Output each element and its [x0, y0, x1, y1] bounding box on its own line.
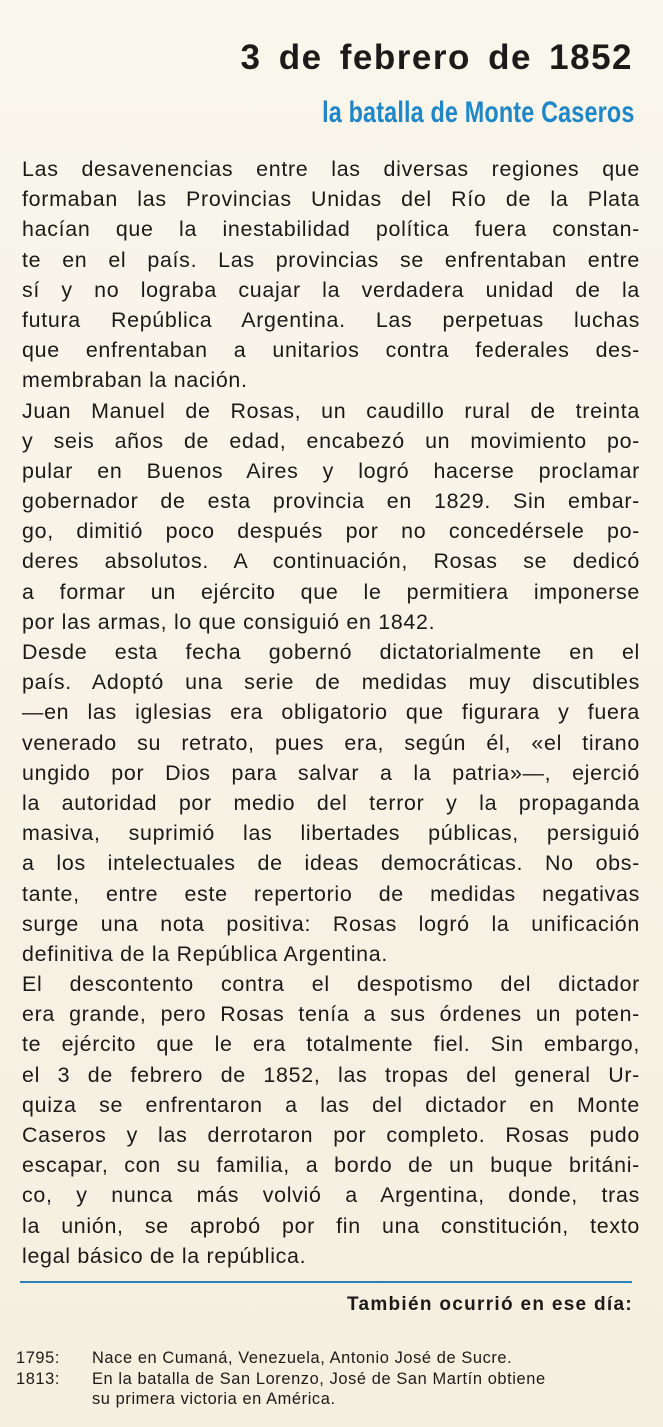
body-line: quiza se enfrentaron a las del dictador en Monte: [22, 1092, 640, 1117]
article-body: [22, 154, 640, 1271]
list-item: [16, 1348, 636, 1368]
body-line: el 3 de febrero de 1852, las tropas del general Ur-: [22, 1062, 640, 1087]
body-line: legal básico de la república.: [22, 1243, 307, 1268]
body-line: Caseros y las derrotaron por completo. Rosas pudo: [22, 1123, 640, 1147]
body-line: ungido por Dios para salvar a la patria»—, ejerció: [22, 760, 640, 785]
events-list: [16, 1348, 636, 1410]
body-line: a formar un ejército que le permitiera imponerse: [22, 579, 640, 604]
date-title: 3 de febrero de 1852: [240, 38, 633, 77]
body-line: Juan Manuel de Rosas, un caudillo rural de treinta: [22, 398, 640, 423]
body-line: la autoridad por medio del terror y la propaganda: [22, 790, 640, 815]
body-line: era grande, pero Rosas tenía a sus órdenes un poten-: [22, 1002, 640, 1027]
body-line: venerado su retrato, pues era, según él, «el tirano: [22, 730, 640, 755]
body-line: membraban la nación.: [22, 368, 248, 393]
event-line: En la batalla de San Lorenzo, José de San Martín obtiene: [92, 1370, 546, 1388]
body-line: futura República Argentina. Las perpetuas luchas: [22, 307, 640, 332]
body-line: formaban las Provincias Unidas del Río de la Plata: [22, 187, 640, 212]
body-line: hacían que la inestabilidad política fuera constan-: [22, 217, 640, 242]
body-line: go, dimitió poco después por no concedérsele po-: [22, 519, 640, 544]
body-line: El descontento contra el despotismo del dictador: [22, 972, 640, 997]
also-happened-heading: También ocurrió en ese día:: [346, 1294, 633, 1315]
body-line: pular en Buenos Aires y logró hacerse proclamar: [22, 458, 640, 483]
list-item: [16, 1369, 636, 1409]
body-line: Desde esta fecha gobernó dictatorialmente en el: [22, 640, 640, 664]
body-line: la unión, se aprobó por fin una constitución, texto: [22, 1213, 640, 1238]
body-line: a los intelectuales de ideas democráticas. No obs-: [22, 851, 640, 876]
event-year: 1795:: [16, 1349, 61, 1367]
body-line: tante, entre este repertorio de medidas negativas: [22, 881, 640, 906]
event-text: [92, 1348, 636, 1368]
body-line: sí y no lograba cuajar la verdadera unidad de la: [22, 277, 640, 302]
section-divider: [20, 1281, 632, 1283]
event-text: [92, 1369, 636, 1409]
event-year: 1813:: [16, 1370, 61, 1388]
body-line: escapar, con su familia, a bordo de un buque británi-: [22, 1153, 640, 1178]
body-line: definitiva de la República Argentina.: [22, 941, 388, 966]
body-line: por las armas, lo que consiguió en 1842.: [22, 609, 436, 634]
body-line: y seis años de edad, encabezó un movimiento po-: [22, 428, 640, 453]
body-line: surge una nota positiva: Rosas logró la unificación: [22, 911, 640, 936]
event-line: su primera victoria en América.: [92, 1390, 336, 1408]
body-line: —en las iglesias era obligatorio que figurara y fuera: [22, 700, 640, 725]
body-line: co, y nunca más volvió a Argentina, donde, tras: [22, 1183, 640, 1208]
body-line: Las desavenencias entre las diversas regiones que: [22, 157, 640, 181]
body-line: te ejército que le era totalmente fiel. Sin embargo,: [22, 1032, 640, 1057]
body-line: te en el país. Las provincias se enfrentaban entre: [22, 247, 640, 272]
body-line: que enfrentaban a unitarios contra federales des-: [22, 338, 640, 363]
event-line: Nace en Cumaná, Venezuela, Antonio José de Sucre.: [92, 1349, 513, 1367]
body-line: masiva, suprimió las libertades públicas, persiguió: [22, 821, 640, 846]
subtitle: la batalla de Monte Caseros: [322, 96, 635, 129]
body-line: deres absolutos. A continuación, Rosas se dedicó: [22, 549, 640, 574]
body-line: gobernador de esta provincia en 1829. Sin embar-: [22, 489, 640, 514]
body-line: país. Adoptó una serie de medidas muy discutibles: [22, 670, 640, 695]
